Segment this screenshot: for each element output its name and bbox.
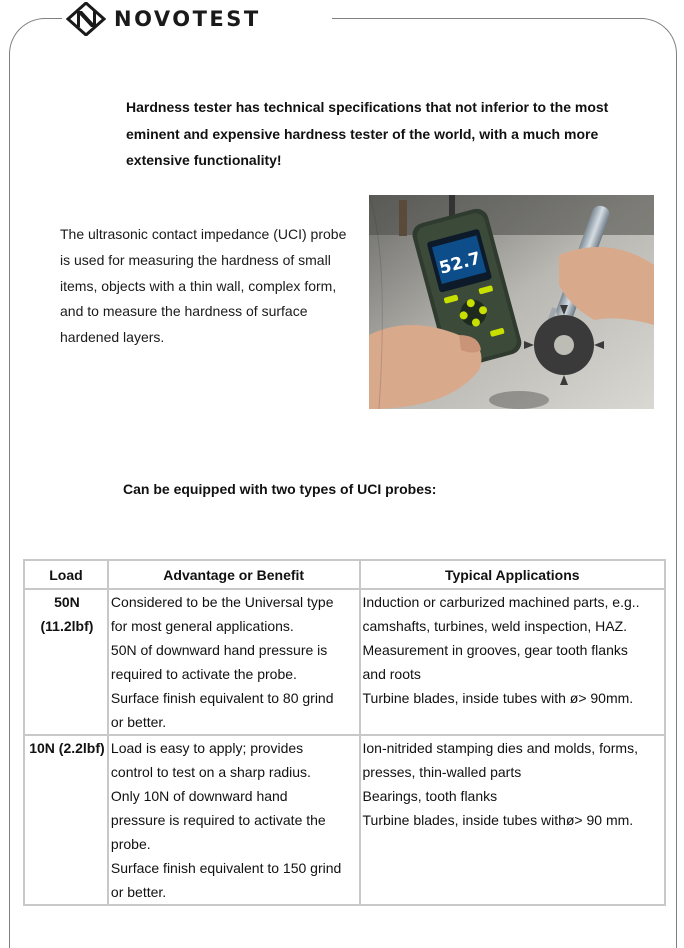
header-applications: Typical Applications xyxy=(360,560,666,589)
application-line: Turbine blades, inside tubes withø> 90 mm. xyxy=(362,812,634,828)
device-display-reading: 52.7 xyxy=(437,248,483,279)
load-value: 10N (2.2lbf) xyxy=(29,740,105,756)
applications-cell xyxy=(360,589,666,735)
load-value: 50N xyxy=(54,594,80,610)
advantage-line: 50N of downward hand pressure is xyxy=(110,642,328,658)
advantage-line: Surface finish equivalent to 80 grind xyxy=(110,690,334,706)
application-line: Bearings, tooth flanks xyxy=(362,788,498,804)
advantage-line: required to activate the probe. xyxy=(110,666,297,682)
brand-name: NOVOTEST xyxy=(114,7,261,31)
probe-specs-table xyxy=(23,559,666,906)
advantage-line: Only 10N of downward hand xyxy=(110,788,288,804)
load-value-imperial: (11.2lbf) xyxy=(40,618,94,634)
load-cell xyxy=(24,735,108,905)
header-advantage: Advantage or Benefit xyxy=(108,560,360,589)
application-line: camshafts, turbines, weld inspection, HAZ. xyxy=(362,618,628,634)
advantage-line: or better. xyxy=(110,884,167,900)
advantage-cell xyxy=(108,589,360,735)
novotest-n-logo-icon xyxy=(66,2,106,36)
advantage-line: Considered to be the Universal type xyxy=(110,594,334,610)
advantage-line: probe. xyxy=(110,836,151,852)
advantage-line: Surface finish equivalent to 150 grind xyxy=(110,860,342,876)
hardness-tester-photo xyxy=(369,195,654,409)
advantage-cell xyxy=(108,735,360,905)
application-line: Measurement in grooves, gear tooth flanks xyxy=(362,642,628,658)
load-cell xyxy=(24,589,108,735)
application-line: presses, thin-walled parts xyxy=(362,764,522,780)
application-line: Turbine blades, inside tubes with ø> 90mm. xyxy=(362,690,634,706)
application-line: and roots xyxy=(362,666,421,682)
product-photo xyxy=(369,195,654,409)
intro-text: Hardness tester has technical specifications that not inferior to the most eminent and expensive hardness tester of the world, with a much more extensive functionality! xyxy=(126,99,609,168)
table-row-50n xyxy=(24,589,665,735)
advantage-line: control to test on a sharp radius. xyxy=(110,764,311,780)
applications-cell xyxy=(360,735,666,905)
advantage-line: pressure is required to activate the xyxy=(110,812,326,828)
probe-types-heading: Can be equipped with two types of UCI probes: xyxy=(123,481,437,497)
table-row-10n xyxy=(24,735,665,905)
advantage-line: or better. xyxy=(110,714,167,730)
advantage-line: for most general applications. xyxy=(110,618,294,634)
application-line: Ion-nitrided stamping dies and molds, forms, xyxy=(362,740,638,756)
advantage-line: Load is easy to apply; provides xyxy=(110,740,304,756)
application-line: Induction or carburized machined parts, e.g.. xyxy=(362,594,640,610)
brand-logo xyxy=(62,2,332,36)
uci-description: The ultrasonic contact impedance (UCI) probe is used for measuring the hardness of small items, objects with a thin wall, complex form, and to measure the hardness of surface hardened layers. xyxy=(60,226,347,346)
header-load: Load xyxy=(24,560,108,589)
table-header-row xyxy=(24,560,665,589)
